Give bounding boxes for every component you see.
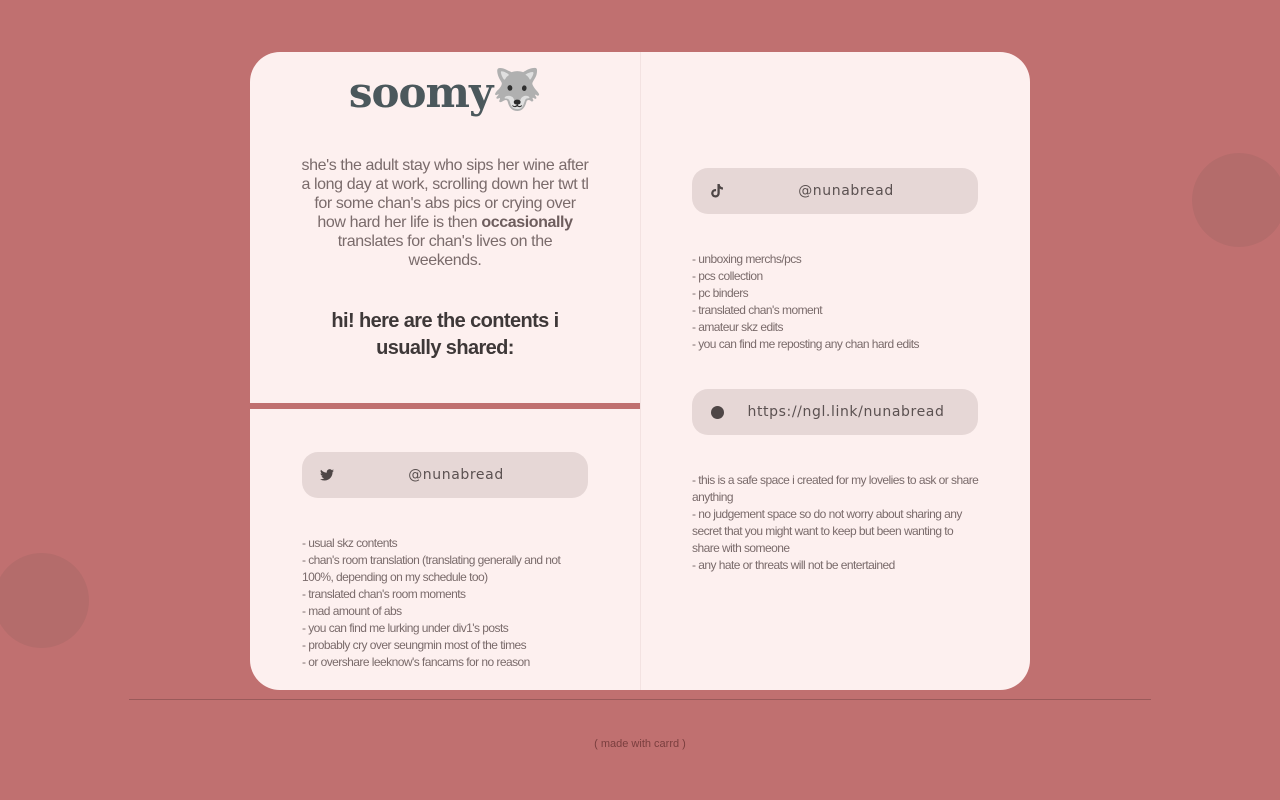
contents-heading: hi! here are the contents i usually shared:: [331, 310, 559, 359]
ngl-content-list: [692, 472, 982, 574]
list-item: - translated chan's moment: [692, 303, 823, 317]
list-item: - translated chan's room moments: [302, 587, 466, 601]
left-column: [250, 52, 640, 690]
list-item: - no judgement space so do not worry about sharing any secret that you might want to keep but been wanting to share with someone: [692, 507, 962, 555]
right-column: [640, 52, 1030, 690]
bio-part-2: translates for chan's lives on the weekends.: [337, 233, 553, 269]
list-item: - unboxing merchs/pcs: [692, 252, 802, 266]
tiktok-link-button[interactable]: [692, 168, 978, 214]
wolf-emoji-icon: 🐺: [492, 67, 542, 113]
tiktok-handle: @nunabread: [798, 183, 894, 199]
list-item: - mad amount of abs: [302, 604, 402, 618]
list-item: - pcs collection: [692, 269, 763, 283]
twitter-icon: [318, 452, 336, 498]
list-item: - chan's room translation (translating generally and not 100%, depending on my schedule too): [302, 553, 561, 584]
list-item: - amateur skz edits: [692, 320, 783, 334]
made-with-carrd-link[interactable]: ( made with carrd ): [594, 738, 686, 750]
list-item: - you can find me reposting any chan hard edits: [692, 337, 919, 351]
ngl-link-button[interactable]: [692, 389, 978, 435]
profile-card: [250, 52, 1030, 690]
site-title: [250, 66, 640, 117]
list-item: - this is a safe space i created for my lovelies to ask or share anything: [692, 473, 979, 504]
section-divider: [250, 403, 640, 409]
bio-text: [300, 156, 590, 270]
ngl-link-url: https://ngl.link/nunabread: [747, 404, 945, 420]
decorative-circle-right: [1192, 153, 1280, 247]
bio-part-1: she's the adult stay who sips her wine after a long day at work, scrolling down her twt tl for some chan's abs pics or crying over how hard her life is then: [301, 157, 589, 231]
tiktok-icon: [708, 168, 726, 214]
twitter-link-button[interactable]: [302, 452, 588, 498]
list-item: - or overshare leeknow's fancams for no reason: [302, 655, 530, 669]
circle-icon: [708, 389, 726, 435]
site-title-text: soomy: [348, 68, 493, 117]
footer-divider: [129, 699, 1151, 700]
list-item: - probably cry over seungmin most of the times: [302, 638, 527, 652]
bio-bold: occasionally: [481, 214, 573, 231]
twitter-content-list: [302, 535, 592, 671]
list-item: - any hate or threats will not be entertained: [692, 558, 895, 572]
twitter-handle: @nunabread: [408, 467, 504, 483]
decorative-circle-left: [0, 553, 89, 648]
list-item: - pc binders: [692, 286, 749, 300]
list-item: - you can find me lurking under div1's posts: [302, 621, 509, 635]
tiktok-content-list: [692, 251, 982, 353]
list-item: - usual skz contents: [302, 536, 398, 550]
